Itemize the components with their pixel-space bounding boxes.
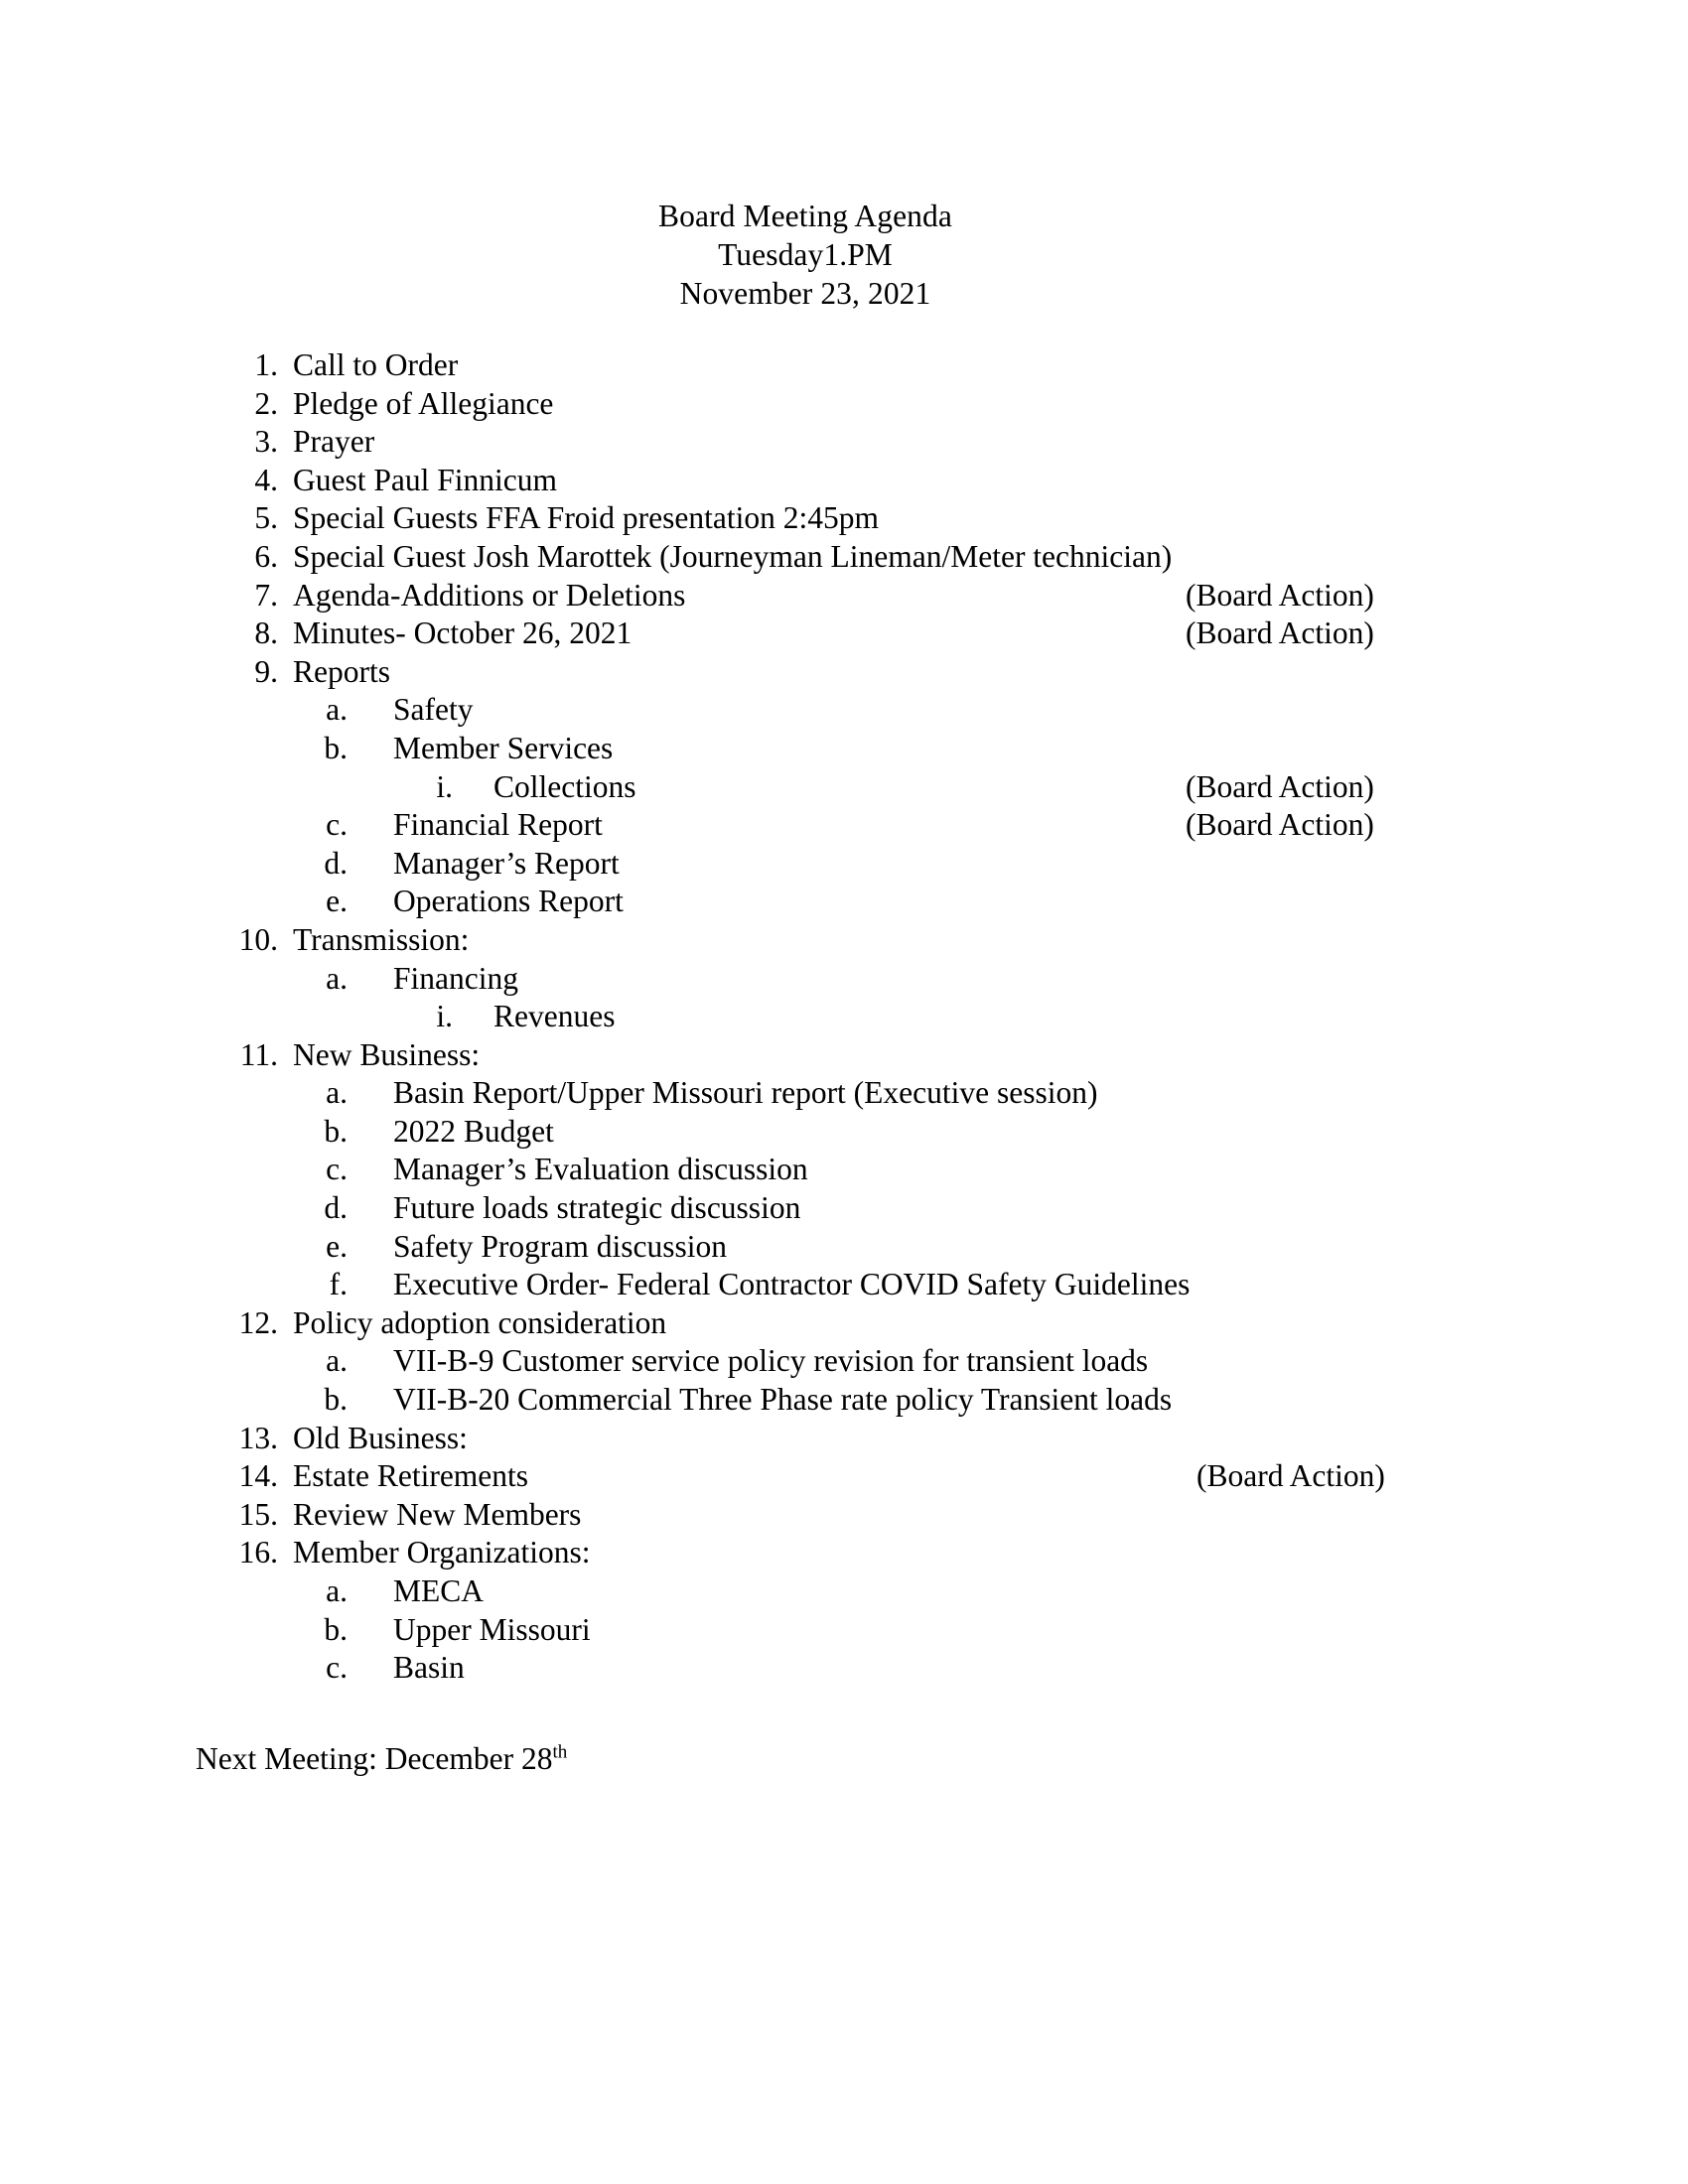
agenda-item-marker: b. [324,1611,348,1647]
agenda-item-marker: 13. [238,1420,278,1455]
agenda-item [0,462,1688,500]
agenda-item-label: Agenda-Additions or Deletions [293,577,686,613]
next-meeting-note [196,1739,567,1778]
board-action-tag: (Board Action) [1196,1458,1385,1494]
agenda-item [0,806,1688,845]
agenda-item-marker: c. [326,1152,348,1187]
agenda-item-label: Basin [393,1650,465,1686]
agenda-item [0,691,1688,730]
document-header [0,197,1688,313]
agenda-item-label: Member Services [393,730,614,765]
board-action-tag: (Board Action) [1186,807,1374,843]
agenda-item-label: Operations Report [393,884,624,919]
agenda-item-label: Manager’s Evaluation discussion [393,1152,808,1187]
agenda-item [0,845,1688,884]
agenda-item [0,1113,1688,1152]
agenda-item-label: 2022 Budget [393,1113,554,1149]
agenda-item-marker: b. [324,1382,348,1418]
agenda-item-label: Policy adoption consideration [293,1304,667,1340]
agenda-item-label: Special Guests FFA Froid presentation 2:45pm [293,500,880,536]
agenda-item [0,1420,1688,1458]
agenda-item-marker: b. [324,1113,348,1149]
agenda-item-label: Financing [393,960,518,996]
agenda-item-label: New Business: [293,1036,481,1072]
agenda-item-marker: 11. [239,1036,278,1072]
agenda-item-marker: 2. [254,385,278,421]
agenda-item [0,1266,1688,1304]
ordinal-suffix: th [552,1741,568,1763]
agenda-item-label: Estate Retirements [293,1458,529,1494]
agenda-item-marker: a. [326,960,348,996]
agenda-item [0,346,1688,385]
board-action-tag: (Board Action) [1186,577,1374,613]
agenda-item-label: VII-B-9 Customer service policy revision for transient loads [393,1343,1149,1379]
agenda-item-label: Collections [493,768,636,804]
agenda-item-label: Review New Members [293,1496,582,1532]
agenda-item-label: Prayer [293,424,375,460]
agenda-item [0,1457,1688,1496]
agenda-item-marker: 9. [254,653,278,689]
agenda-item [0,1189,1688,1228]
agenda-item-label: Upper Missouri [393,1611,591,1647]
agenda-item [0,1496,1688,1535]
agenda-item [0,1611,1688,1650]
meeting-date: November 23, 2021 [679,276,931,311]
agenda-item-marker: d. [324,1190,348,1226]
agenda-item [0,730,1688,768]
agenda-item-marker: 7. [254,577,278,613]
agenda-item-marker: f. [329,1267,348,1302]
agenda-item-marker: i. [436,999,453,1034]
agenda-item-marker: 10. [238,921,278,957]
board-action-tag: (Board Action) [1186,615,1374,651]
agenda-item-marker: 1. [254,347,278,382]
agenda-item [0,385,1688,424]
agenda-item-marker: 8. [254,615,278,651]
agenda-item-marker: 3. [254,424,278,460]
agenda-item [0,1036,1688,1075]
agenda-item [0,499,1688,538]
agenda-item [0,1342,1688,1381]
agenda-item-marker: a. [326,1573,348,1608]
agenda-item [0,1074,1688,1113]
agenda-item [0,1381,1688,1420]
agenda-item-label: Executive Order- Federal Contractor COVID Safety Guidelines [393,1267,1191,1302]
agenda-item-label: Special Guest Josh Marottek (Journeyman Lineman/Meter technician) [293,538,1173,574]
agenda-item-marker: c. [326,1650,348,1686]
agenda-item [0,921,1688,960]
agenda-item [0,1304,1688,1343]
agenda-item-marker: 12. [238,1304,278,1340]
agenda-item-marker: 5. [254,500,278,536]
agenda-item-marker: c. [326,807,348,843]
agenda-item-label: Safety Program discussion [393,1228,727,1264]
agenda-item [0,883,1688,921]
next-meeting-text: Next Meeting: December 28 [196,1741,553,1776]
agenda-item-marker: 15. [238,1496,278,1532]
agenda-item-marker: a. [326,1343,348,1379]
agenda-item-label: Pledge of Allegiance [293,385,554,421]
agenda-item [0,1228,1688,1267]
agenda-item-marker: i. [436,768,453,804]
agenda-item [0,577,1688,615]
agenda-item [0,653,1688,692]
agenda-item-marker: a. [326,692,348,728]
agenda-item [0,1649,1688,1688]
agenda-item-marker: e. [326,1228,348,1264]
agenda-item-label: Safety [393,692,474,728]
agenda-item [0,998,1688,1036]
agenda-item-label: Call to Order [293,347,459,382]
agenda-item-marker: 14. [238,1458,278,1494]
agenda-item-label: Minutes- October 26, 2021 [293,615,633,651]
agenda-item-label: Old Business: [293,1420,468,1455]
document-title: Board Meeting Agenda [658,199,952,233]
agenda-item-label: MECA [393,1573,485,1608]
agenda-item-marker: b. [324,730,348,765]
agenda-item [0,1151,1688,1189]
agenda-item-label: VII-B-20 Commercial Three Phase rate policy Transient loads [393,1382,1173,1418]
agenda-item [0,960,1688,999]
agenda-item-marker: 4. [254,462,278,497]
agenda-item-marker: a. [326,1075,348,1111]
agenda-item-label: Basin Report/Upper Missouri report (Executive session) [393,1075,1098,1111]
agenda-item-label: Manager’s Report [393,845,620,881]
board-action-tag: (Board Action) [1186,768,1374,804]
agenda-item-label: Reports [293,653,390,689]
agenda-item-label: Member Organizations: [293,1535,591,1570]
agenda-item-marker: d. [324,845,348,881]
agenda-item [0,538,1688,577]
agenda-item-label: Future loads strategic discussion [393,1190,801,1226]
agenda-list [0,346,1688,1688]
agenda-item-label: Financial Report [393,807,603,843]
agenda-item-marker: 16. [238,1535,278,1570]
agenda-item-label: Guest Paul Finnicum [293,462,557,497]
agenda-item [0,614,1688,653]
agenda-item-label: Revenues [493,999,616,1034]
agenda-item [0,423,1688,462]
agenda-item [0,1534,1688,1572]
meeting-time: Tuesday1.PM [718,237,893,272]
agenda-item-label: Transmission: [293,921,470,957]
agenda-item-marker: 6. [254,538,278,574]
agenda-item [0,768,1688,807]
agenda-item-marker: e. [326,884,348,919]
agenda-item [0,1572,1688,1611]
